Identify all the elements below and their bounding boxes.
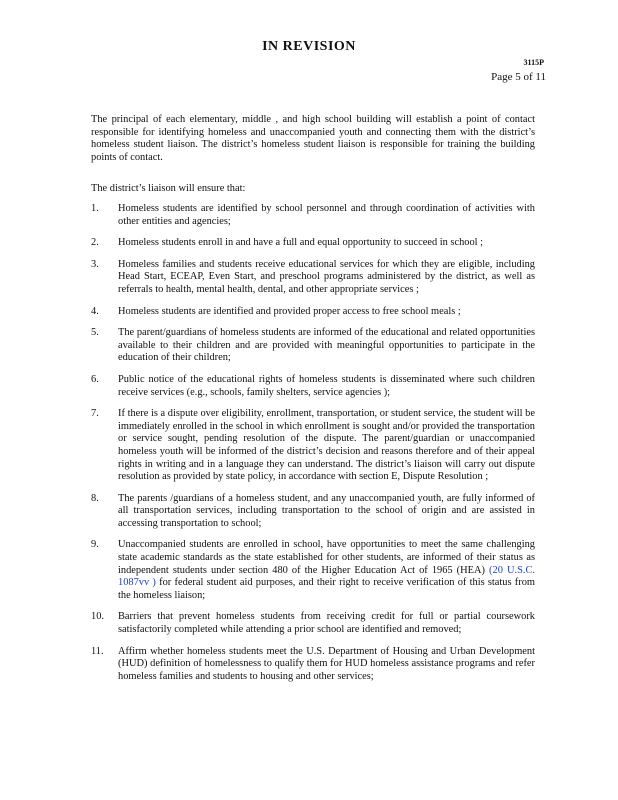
item-number: 4.: [91, 305, 99, 317]
list-item: [91, 539, 535, 602]
item-text: Public notice of the educational rights of homeless students is disseminated where such children receive services (e.g., schools, family shelters, service agencies );: [118, 373, 535, 398]
policy-code: 3115P: [523, 58, 544, 67]
list-item: [91, 408, 535, 484]
item-number: 3.: [91, 258, 99, 270]
page-number: Page 5 of 11: [491, 71, 546, 83]
list-item: [91, 611, 535, 636]
list-item: [91, 259, 535, 297]
item-number: 5.: [91, 327, 99, 339]
list-item: [91, 374, 535, 399]
item-text-before-link: Unaccompanied students are enrolled in school, have opportunities to meet the same challenging state academic standards as the state established for other students, are informed of their status as independent students under section 480 of the Higher Education Act of 1965 (HEA): [118, 539, 535, 576]
item-number: 7.: [91, 408, 99, 420]
item-text: Homeless families and students receive educational services for which they are eligible, including Head Start, ECEAP, Even Start, and preschool programs administered by the district, as well as referrals to health, mental health, dental, and other appropriate services ;: [118, 258, 535, 295]
item-text: Homeless students are identified and provided proper access to free school meals ;: [118, 305, 461, 317]
item-text: [118, 539, 535, 602]
item-text: The parent/guardians of homeless students are informed of the educational and related opportunities available to their children and are provided with meaningful opportunities to participate in the education of their children;: [118, 327, 535, 364]
liaison-duties-list: [91, 203, 535, 692]
item-number: 1.: [91, 203, 99, 214]
item-number: 11.: [91, 645, 104, 657]
lead-in-sentence: The district’s liaison will ensure that:: [91, 183, 246, 194]
item-text: Affirm whether homeless students meet the U.S. Department of Housing and Urban Development (HUD) definition of homelessness to qualify them for HUD homeless assistance programs and refer homeless families and students to housing and other services;: [118, 645, 535, 682]
list-item: [91, 237, 535, 250]
item-number: 8.: [91, 492, 99, 504]
item-text: The parents /guardians of a homeless student, and any unaccompanied youth, are fully informed of all transportation services, including transportation to the school of origin and are assisted in accessing transportation to school;: [118, 492, 535, 529]
list-item: [91, 493, 535, 531]
list-item: [91, 203, 535, 228]
item-text-after-link: for federal student aid purposes, and their right to receive verification of this status from the homeless liaison;: [118, 577, 535, 601]
usc-citation-link[interactable]: (20 U.S.C. 1087vv ): [118, 564, 535, 589]
item-number: 2.: [91, 237, 99, 249]
item-number: 9.: [91, 539, 99, 551]
list-item: [91, 306, 535, 319]
item-text: Homeless students are identified by school personnel and through coordination of activities with other entities and agencies;: [118, 203, 535, 227]
document-title: IN REVISION: [262, 39, 356, 54]
item-number: 10.: [91, 611, 104, 623]
item-text: Barriers that prevent homeless students from receiving credit for full or partial coursework satisfactorily completed while attending a prior school are identified and removed;: [118, 611, 535, 636]
list-item: [91, 646, 535, 684]
list-item: [91, 327, 535, 365]
item-number: 6.: [91, 373, 99, 385]
item-text: Homeless students enroll in and have a full and equal opportunity to succeed in school ;: [118, 237, 484, 249]
intro-paragraph: The principal of each elementary, middle , and high school building will establish a point of contact responsible for identifying homeless and unaccompanied youth and connecting them with the district’s homeless student liaison. The district’s homeless student liaison is responsible for training the building points of contact.: [91, 114, 535, 163]
item-text: If there is a dispute over eligibility, enrollment, transportation, or student service, the student will be immediately enrolled in the school in which enrollment is sought and/or provided the transportation or service sought, pending resolution of the dispute. The parent/guardian or unaccompanied homeless youth will be informed of the district’s decision and reasons therefore and of their appeal rights in writing and in a language they can understand. The district’s liaison will carry out dispute resolution as provided by state policy, in accordance with section E, Dispute Resolution ;: [118, 408, 535, 483]
